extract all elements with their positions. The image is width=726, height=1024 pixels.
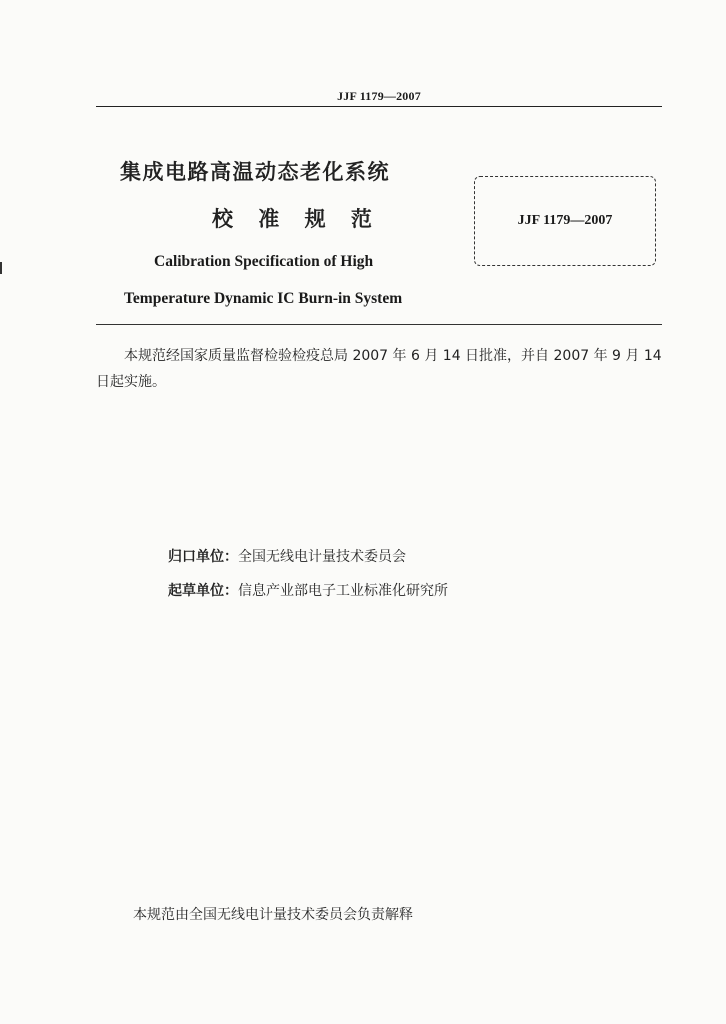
- subtitle-chinese: 校 准 规 范: [212, 207, 381, 231]
- scan-margin-mark: [0, 262, 2, 274]
- title-english-line1: Calibration Specification of High: [154, 253, 374, 270]
- responsible-unit-label: 归口单位：: [168, 549, 238, 565]
- approval-statement: 本规范经国家质量监督检验检疫总局 2007 年 6 月 14 日批准，并自 2007 年 9 月 14 日起实施。: [96, 348, 662, 390]
- standard-code-box: [474, 176, 656, 266]
- responsible-unit-value: 全国无线电计量技术委员会: [238, 549, 406, 565]
- drafting-unit-label: 起草单位：: [168, 583, 238, 599]
- title-english-line2: Temperature Dynamic IC Burn-in System: [124, 290, 403, 307]
- drafting-unit-value: 信息产业部电子工业标准化研究所: [238, 583, 448, 599]
- title-chinese: 集成电路高温动态老化系统: [120, 160, 390, 184]
- standard-code: JJF 1179—2007: [517, 213, 613, 228]
- drafting-unit-row: [168, 580, 448, 600]
- header-rule: [96, 106, 662, 107]
- responsible-unit-row: [168, 546, 406, 566]
- running-header: JJF 1179—2007: [337, 89, 421, 103]
- interpretation-note: 本规范由全国无线电计量技术委员会负责解释: [133, 907, 413, 923]
- title-rule: [96, 324, 662, 325]
